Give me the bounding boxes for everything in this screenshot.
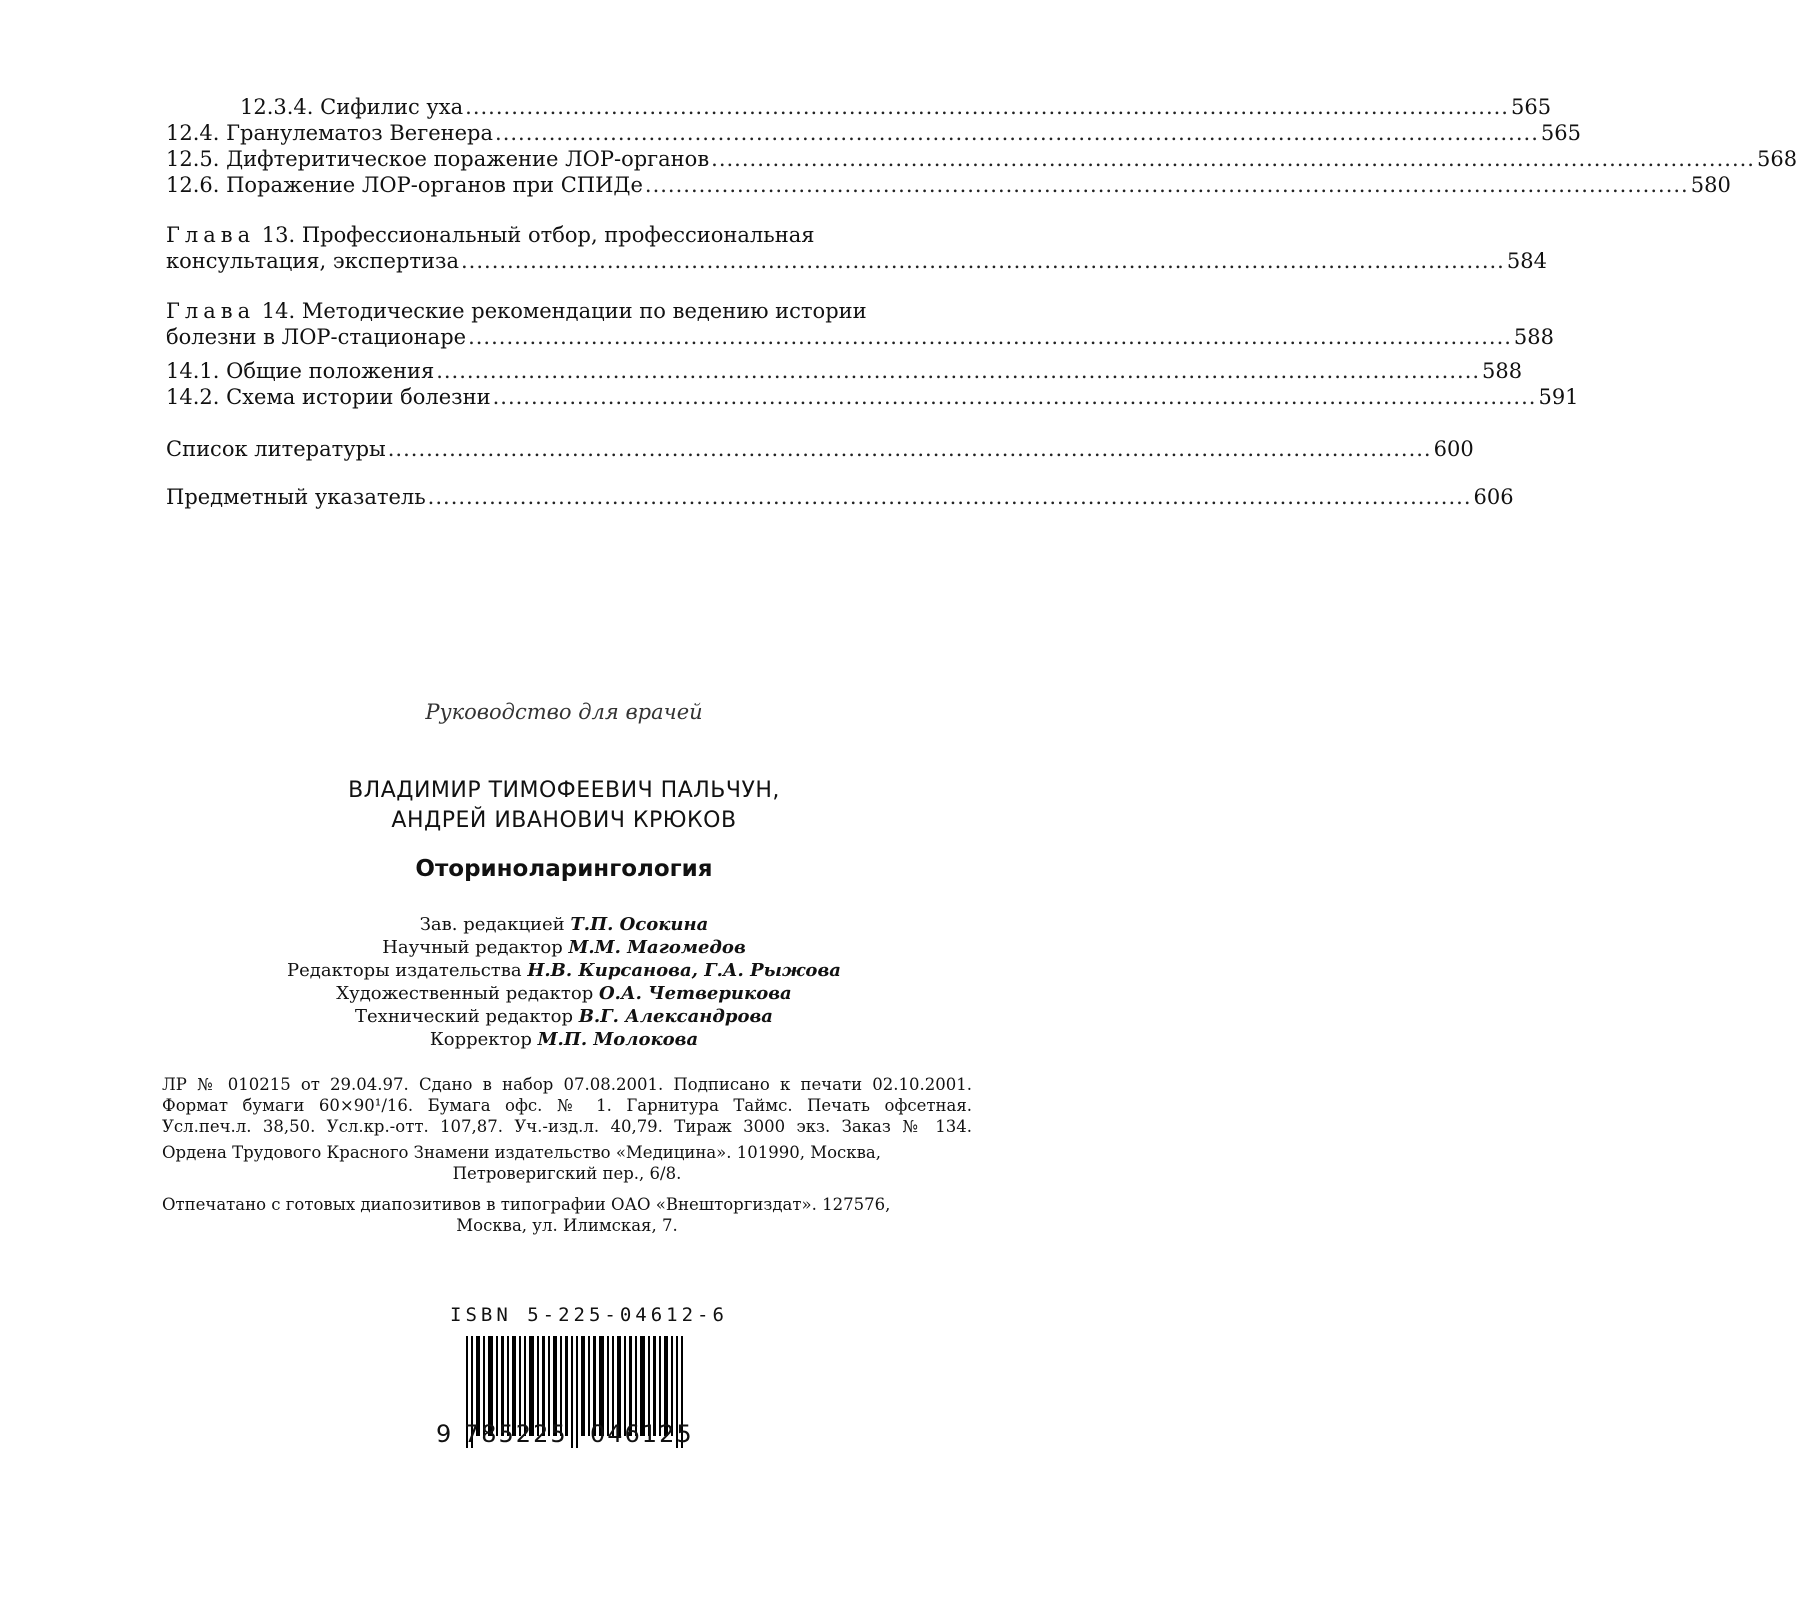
toc-entry-title: 14.1. Общие положения <box>166 359 435 383</box>
toc-leader: ........................................................................................................................................ <box>465 95 1509 119</box>
toc-entry-page: 580 <box>1690 173 1731 197</box>
toc-entry[interactable] <box>240 94 1552 120</box>
toc-entry-title: Предметный указатель <box>166 485 426 509</box>
toc-leader: ........................................................................................................................................ <box>492 385 1537 409</box>
toc-entry-title: 12.6. Поражение ЛОР-органов при СПИДе <box>166 173 643 197</box>
toc-entry-page: 588 <box>1482 359 1523 383</box>
printer-info <box>162 1194 972 1236</box>
toc-leader: ........................................................................................................................................ <box>495 121 1539 145</box>
toc-entry[interactable] <box>166 358 1523 384</box>
toc-entry-page: 591 <box>1538 385 1579 409</box>
authors <box>0 776 1128 836</box>
editor-name: О.А. Четверикова <box>599 983 792 1004</box>
toc-leader: ........................................................................................................................................ <box>468 325 1512 349</box>
toc-entry-title: 12.5. Дифтеритическое поражение ЛОР-органов <box>166 147 710 171</box>
toc-entry[interactable] <box>166 324 1555 350</box>
author-line: ВЛАДИМИР ТИМОФЕЕВИЧ ПАЛЬЧУН, <box>348 778 780 803</box>
barcode-digits <box>436 1420 710 1448</box>
editor-role: Технический редактор <box>355 1006 573 1027</box>
editor-line <box>0 936 1128 959</box>
publication-line: Формат бумаги 60×90¹/16. Бумага офс. № 1. Гарнитура Таймс. Печать офсетная. <box>162 1096 972 1115</box>
toc-entry-page: 565 <box>1540 121 1581 145</box>
toc-entry-title: 12.4. Гранулематоз Вегенера <box>166 121 494 145</box>
chapter-title-line2: консультация, экспертиза <box>166 249 459 273</box>
publication-line: Усл.печ.л. 38,50. Усл.кр.-отт. 107,87. Уч.-изд.л. 40,79. Тираж 3000 экз. Заказ № 134. <box>162 1117 972 1136</box>
editor-line <box>0 1005 1128 1028</box>
publisher-line: Ордена Трудового Красного Знамени издательство «Медицина». 101990, Москва, <box>162 1143 881 1162</box>
chapter-title-line2: болезни в ЛОР-стационаре <box>166 325 467 349</box>
barcode-group: 046125 <box>590 1420 694 1448</box>
toc-entry-page: 606 <box>1473 485 1514 509</box>
publisher-line: Петроверигский пер., 6/8. <box>452 1164 682 1183</box>
toc-entry-page: 565 <box>1510 95 1552 119</box>
chapter-13-heading[interactable] <box>166 222 978 248</box>
toc-entry-references[interactable] <box>166 436 1474 462</box>
barcode-first-digit: 9 <box>436 1420 452 1448</box>
editor-name: Н.В. Кирсанова, Г.А. Рыжова <box>527 960 841 981</box>
editor-line <box>0 982 1128 1005</box>
toc-entry-title: 14.2. Схема истории болезни <box>166 385 491 409</box>
editor-role: Редакторы издательства <box>287 960 522 981</box>
toc-entry[interactable] <box>166 248 1547 274</box>
publication-line: ЛР № 010215 от 29.04.97. Сдано в набор 07.08.2001. Подписано к печати 02.10.2001. <box>162 1075 972 1094</box>
editorial-credits <box>0 913 1128 1051</box>
isbn-label: ISBN 5-225-04612-6 <box>450 1304 728 1326</box>
printer-line: Москва, ул. Илимская, 7. <box>456 1216 678 1235</box>
toc-leader: ........................................................................................................................................ <box>461 249 1505 273</box>
editor-name: Т.П. Осокина <box>570 914 709 935</box>
author-line: АНДРЕЙ ИВАНОВИЧ КРЮКОВ <box>391 808 737 833</box>
toc-leader: ........................................................................................................................................ <box>387 437 1432 461</box>
chapter-title-line1: 14. Методические рекомендации по ведению истории <box>261 299 867 323</box>
toc-leader: ........................................................................................................................................ <box>436 359 1481 383</box>
chapter-label: Глава <box>166 223 256 247</box>
editor-name: М.М. Магомедов <box>568 937 746 958</box>
toc-entry-page: 568 <box>1756 147 1797 171</box>
editor-line <box>0 1028 1128 1051</box>
toc-entry[interactable] <box>166 172 1731 198</box>
editor-line <box>0 913 1128 936</box>
editor-name: М.П. Молокова <box>537 1029 699 1050</box>
editor-role: Художественный редактор <box>336 983 594 1004</box>
editor-name: В.Г. Александрова <box>578 1006 773 1027</box>
toc-entry[interactable] <box>166 120 1581 146</box>
editor-role: Научный редактор <box>382 937 563 958</box>
toc-leader: ........................................................................................................................................ <box>644 173 1689 197</box>
publisher-info <box>162 1142 972 1184</box>
editor-role: Зав. редакцией <box>419 914 565 935</box>
toc-entry[interactable] <box>166 146 1797 172</box>
toc-entry-title: 12.3.4. Сифилис уха <box>240 95 464 119</box>
toc-entry-page: 584 <box>1506 249 1547 273</box>
chapter-title-line1: 13. Профессиональный отбор, профессиональная <box>261 223 815 247</box>
publication-details <box>162 1074 972 1137</box>
printer-line: Отпечатано с готовых диапозитивов в типографии ОАО «Внешторгиздат». 127576, <box>162 1195 891 1214</box>
book-subtitle: Руководство для врачей <box>425 700 703 724</box>
book-title: Оториноларингология <box>415 856 713 882</box>
table-of-contents <box>166 94 1797 510</box>
chapter-label: Глава <box>166 299 256 323</box>
toc-entry[interactable] <box>166 384 1579 410</box>
editor-role: Корректор <box>429 1029 532 1050</box>
barcode-group: 785225 <box>464 1420 568 1448</box>
toc-entry-page: 588 <box>1513 325 1555 349</box>
toc-entry-index[interactable] <box>166 484 1514 510</box>
toc-entry-title: Список литературы <box>166 437 386 461</box>
toc-leader: ........................................................................................................................................ <box>427 485 1472 509</box>
toc-leader: ........................................................................................................................................ <box>711 147 1755 171</box>
chapter-14-heading[interactable] <box>166 298 978 324</box>
editor-line <box>0 959 1128 982</box>
toc-entry-page: 600 <box>1433 437 1474 461</box>
